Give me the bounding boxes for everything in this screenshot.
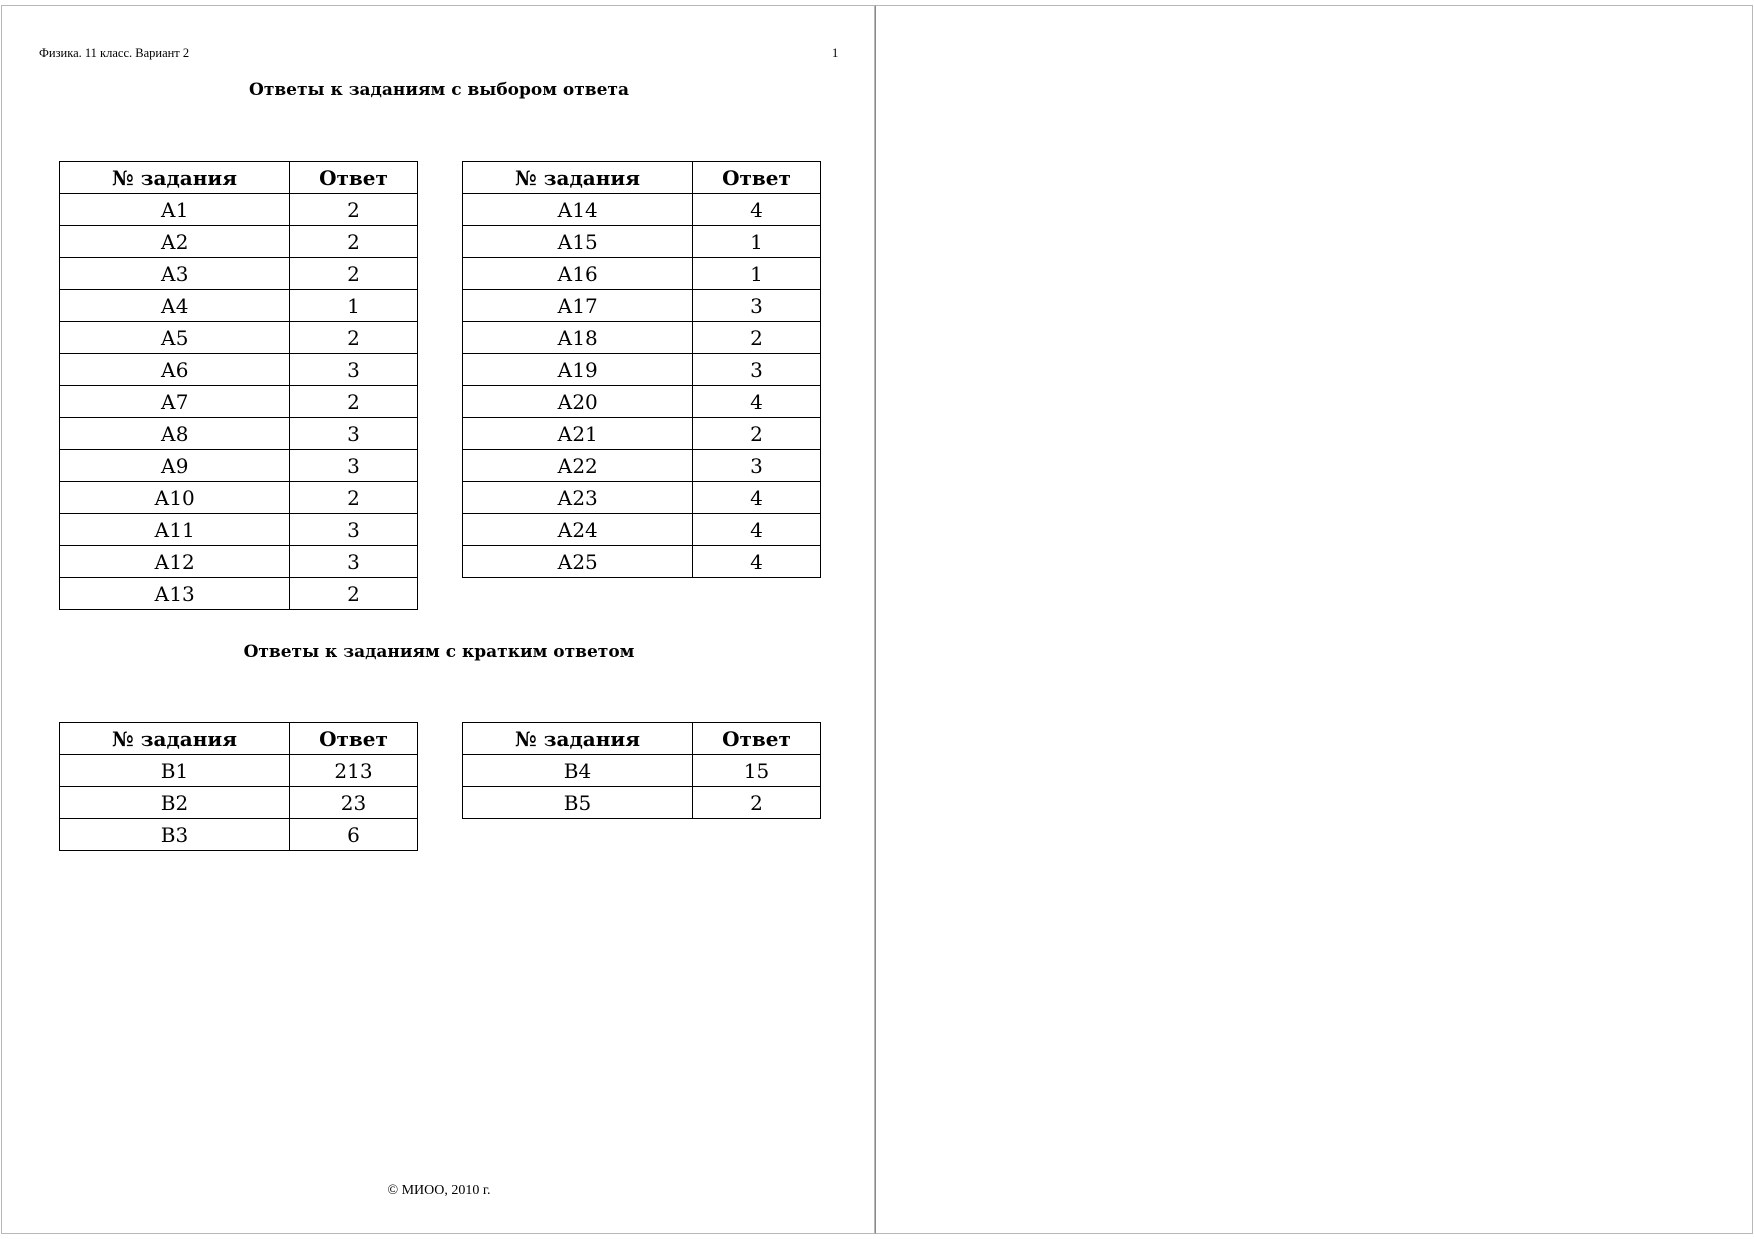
answer-cell: 2 xyxy=(290,258,418,290)
answer-cell: 23 xyxy=(290,787,418,819)
task-number-cell: А17 xyxy=(463,290,693,322)
answers-table-short-right xyxy=(462,722,821,819)
task-number-cell: А18 xyxy=(463,322,693,354)
table-row xyxy=(60,514,418,546)
answer-cell: 3 xyxy=(693,354,821,386)
task-number-cell: А16 xyxy=(463,258,693,290)
answer-cell: 2 xyxy=(290,386,418,418)
table-row xyxy=(463,290,821,322)
table-row xyxy=(463,755,821,787)
answer-cell: 2 xyxy=(693,322,821,354)
running-head: Физика. 11 класс. Вариант 2 xyxy=(39,46,190,60)
page-number: 1 xyxy=(832,46,839,60)
page-left xyxy=(1,5,875,1234)
section-title-multiple-choice: Ответы к заданиям с выбором ответа xyxy=(249,80,629,100)
answer-cell: 15 xyxy=(693,755,821,787)
answer-cell: 3 xyxy=(290,418,418,450)
table-row xyxy=(60,482,418,514)
task-number-cell: А7 xyxy=(60,386,290,418)
table-row xyxy=(60,290,418,322)
answer-cell: 1 xyxy=(693,226,821,258)
table-row xyxy=(463,482,821,514)
answer-cell: 4 xyxy=(693,514,821,546)
table-row xyxy=(60,418,418,450)
table-row xyxy=(60,354,418,386)
answer-cell: 2 xyxy=(290,226,418,258)
table-row xyxy=(463,514,821,546)
table-row xyxy=(60,546,418,578)
answers-table-short-left xyxy=(59,722,418,851)
table-row xyxy=(463,418,821,450)
task-number-cell: А1 xyxy=(60,194,290,226)
header-task-number: № задания xyxy=(60,723,290,755)
task-number-cell: А12 xyxy=(60,546,290,578)
task-number-cell: А20 xyxy=(463,386,693,418)
table-row xyxy=(60,194,418,226)
section-title-short-answer: Ответы к заданиям с кратким ответом xyxy=(243,642,635,662)
answer-cell: 2 xyxy=(693,787,821,819)
table-row xyxy=(463,322,821,354)
table-row xyxy=(60,578,418,610)
table-row xyxy=(60,258,418,290)
answer-cell: 2 xyxy=(693,418,821,450)
task-number-cell: А4 xyxy=(60,290,290,322)
answer-cell: 3 xyxy=(290,450,418,482)
task-number-cell: В4 xyxy=(463,755,693,787)
task-number-cell: А10 xyxy=(60,482,290,514)
answers-table-multiple-choice-right xyxy=(462,161,821,578)
task-number-cell: В5 xyxy=(463,787,693,819)
table-row xyxy=(463,546,821,578)
table-header-row xyxy=(60,723,418,755)
answer-cell: 2 xyxy=(290,578,418,610)
table-row xyxy=(463,787,821,819)
table-row xyxy=(463,226,821,258)
answers-table-multiple-choice-left xyxy=(59,161,418,610)
table-row xyxy=(463,194,821,226)
task-number-cell: В2 xyxy=(60,787,290,819)
answer-cell: 4 xyxy=(693,546,821,578)
answer-cell: 3 xyxy=(290,354,418,386)
task-number-cell: А25 xyxy=(463,546,693,578)
copyright-footer: © МИОО, 2010 г. xyxy=(387,1183,491,1198)
answer-cell: 3 xyxy=(290,546,418,578)
task-number-cell: А19 xyxy=(463,354,693,386)
task-number-cell: А3 xyxy=(60,258,290,290)
table-header-row xyxy=(463,723,821,755)
header-task-number: № задания xyxy=(60,162,290,194)
task-number-cell: А5 xyxy=(60,322,290,354)
task-number-cell: А9 xyxy=(60,450,290,482)
table-header-row xyxy=(60,162,418,194)
answer-cell: 4 xyxy=(693,194,821,226)
task-number-cell: А13 xyxy=(60,578,290,610)
task-number-cell: А2 xyxy=(60,226,290,258)
header-answer: Ответ xyxy=(290,162,418,194)
task-number-cell: А23 xyxy=(463,482,693,514)
table-row xyxy=(60,755,418,787)
table-row xyxy=(463,258,821,290)
table-row xyxy=(463,386,821,418)
answer-cell: 3 xyxy=(693,290,821,322)
table-row xyxy=(463,450,821,482)
task-number-cell: А14 xyxy=(463,194,693,226)
page-right-blank xyxy=(875,5,1753,1234)
answer-cell: 1 xyxy=(693,258,821,290)
answer-cell: 2 xyxy=(290,482,418,514)
header-answer: Ответ xyxy=(693,723,821,755)
task-number-cell: А15 xyxy=(463,226,693,258)
answer-cell: 3 xyxy=(693,450,821,482)
table-row xyxy=(60,322,418,354)
answer-cell: 6 xyxy=(290,819,418,851)
answer-cell: 1 xyxy=(290,290,418,322)
table-row xyxy=(60,450,418,482)
table-row xyxy=(60,819,418,851)
task-number-cell: А8 xyxy=(60,418,290,450)
answer-cell: 2 xyxy=(290,194,418,226)
table-row xyxy=(60,386,418,418)
answer-cell: 2 xyxy=(290,322,418,354)
task-number-cell: А11 xyxy=(60,514,290,546)
task-number-cell: В3 xyxy=(60,819,290,851)
answer-cell: 4 xyxy=(693,386,821,418)
table-row xyxy=(60,226,418,258)
header-task-number: № задания xyxy=(463,723,693,755)
task-number-cell: В1 xyxy=(60,755,290,787)
table-row xyxy=(463,354,821,386)
table-header-row xyxy=(463,162,821,194)
task-number-cell: А21 xyxy=(463,418,693,450)
task-number-cell: А24 xyxy=(463,514,693,546)
answer-cell: 3 xyxy=(290,514,418,546)
task-number-cell: А22 xyxy=(463,450,693,482)
table-row xyxy=(60,787,418,819)
header-answer: Ответ xyxy=(290,723,418,755)
header-task-number: № задания xyxy=(463,162,693,194)
answer-cell: 213 xyxy=(290,755,418,787)
task-number-cell: А6 xyxy=(60,354,290,386)
header-answer: Ответ xyxy=(693,162,821,194)
answer-cell: 4 xyxy=(693,482,821,514)
